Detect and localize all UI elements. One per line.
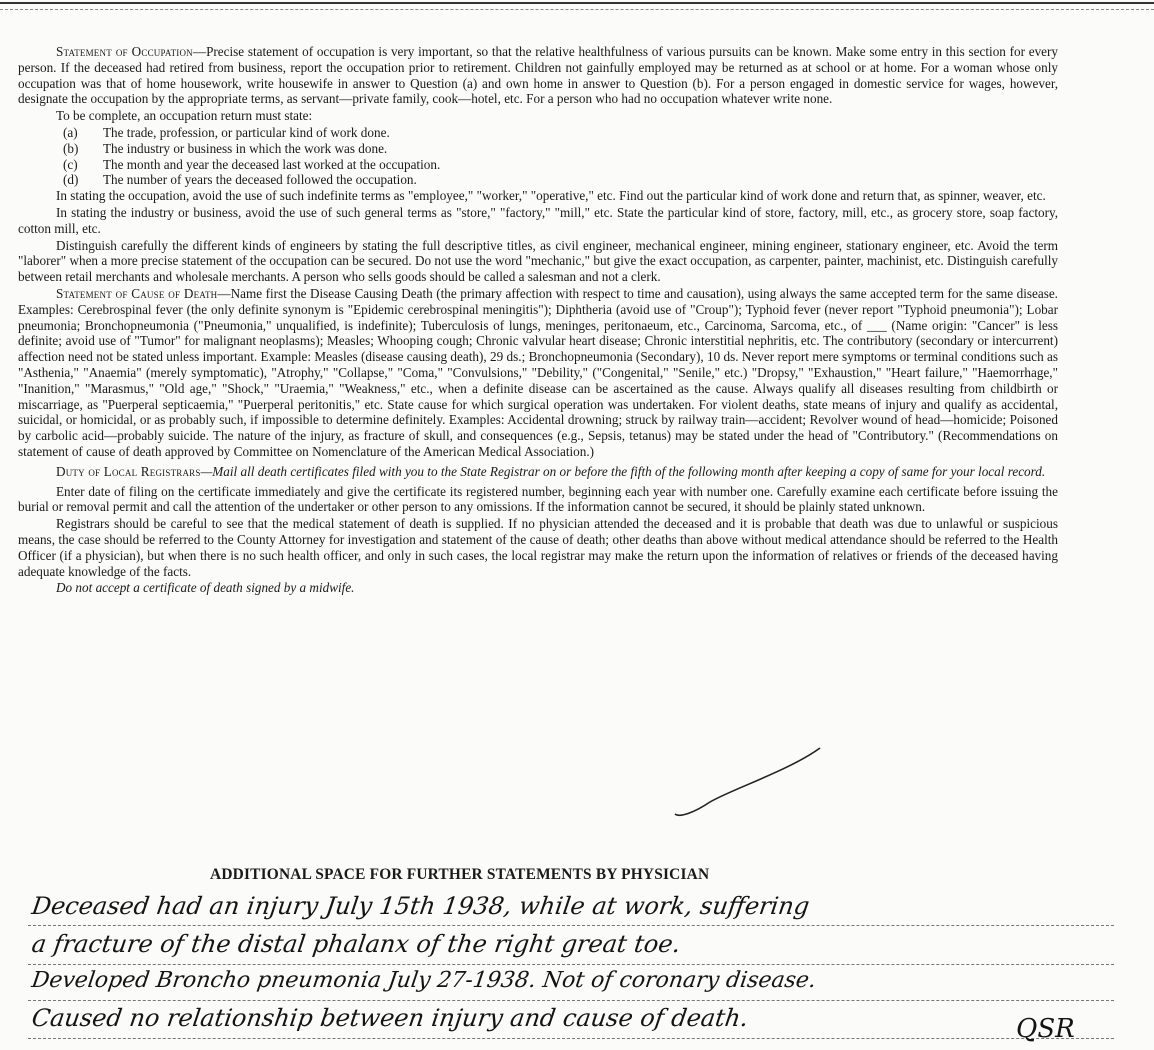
- cause-text: —Name first the Disease Causing Death (the primary affection with respect to time and causation), using always the same accepted term for the same disease. Examples: Cerebrospinal fever (the only definite synonym is "Epidemic cerebrospinal meningitis"); Diphtheria (avoid use of "Croup"); Typhoid fever (never report "Typhoid pneumonia"); Lobar pneumonia; Bronchopneumonia ("Pneumonia," unqualified, is indefinite); Tuberculosis of lungs, meninges, peritonaeum, etc., Carcinoma, Sarcoma, etc., of ___ (Name origin: "Cancer" is less definite; avoid use of "Tumor" for malignant neoplasms); Measles; Whooping cough; Chronic valvular heart disease; Chronic interstitial nephritis, etc. The contributory (secondary or intercurrent) affection need not be stated unless important. Example: Measles (disease causing death), 29 ds.; Bronchopneumonia (Secondary), 10 ds. Never report mere symptoms or terminal conditions such as "Asthenia," "Anaemia" (merely symptomatic), "Atrophy," "Collapse," "Coma," "Convulsions," "Debility," ("Congenital," "Senile," etc.) "Dropsy," "Exhaustion," "Heart failure," "Haemorrhage," "Inanition," "Marasmus," "Old age," "Shock," "Uraemia," "Weakness," etc., when a definite disease can be ascertained as the cause. Always qualify all diseases resulting from childbirth or miscarriage, as "Puerperal septicaemia," "Puerperal peritonitis," etc. State cause for which surgical operation was undertaken. For violent deaths, state means of injury and qualify as accidental, suicidal, or homicidal, or as probably such, if impossible to determine definitely. Examples: Accidental drowning; struck by railway train—accident; Revolver wound of head—homicide; Poisoned by carbolic acid—probably suicide. The nature of the injury, as fracture of skull, and consequences (e.g., Sepsis, tetanus) may be stated under the head of "Contributory." (Recommendations on statement of cause of death approved by Committee on Nomenclature of the American Medical Association.): [18, 285, 1058, 459]
- ruled-line: [28, 1000, 1114, 1001]
- physician-notes-area: [0, 888, 1154, 1050]
- registrars-heading: Duty of Local Registrars: [56, 463, 201, 479]
- filing-paragraph: Enter date of filing on the certificate immediately and give the certificate its registered number, beginning each year with number one. Carefully examine each certificate before issuing the burial or removal permit and call the attention of the undertaker or other person to any omissions. If the information cannot be secured, it should be plainly stated unknown.: [18, 483, 1058, 515]
- registrars-text: —Mail all death certificates filed with you to the State Registrar on or before the fifth of the following month after keeping a copy of same for your local record.: [200, 463, 1046, 479]
- top-dashed-line: [0, 9, 1154, 10]
- handwritten-line: a fracture of the distal phalanx of the right great toe.: [30, 930, 683, 958]
- additional-space-heading: ADDITIONAL SPACE FOR FURTHER STATEMENTS BY PHYSICIAN: [210, 866, 710, 883]
- registrars-paragraph: [18, 464, 1058, 480]
- handwritten-line: Deceased had an injury July 15th 1938, while at work, suffering: [30, 892, 812, 920]
- occupation-text: —Precise statement of occupation is very important, so that the relative healthfulness of various pursuits can be known. Make some entry in this section for every person. If the deceased had retired from business, report the occupation prior to retirement. Children not gainfully employed may be returned as at school or at home. For a woman whose only occupation was that of home housework, write housewife in answer to Question (a) and own home in answer to Question (b). For a person engaged in domestic service for wages, however, designate the occupation by the appropriate terms, as servant—private family, cook—hotel, etc. For a person who had no occupation whatever write none.: [18, 44, 1058, 107]
- careful-paragraph: Registrars should be careful to see that the medical statement of death is supplied. If no physician attended the deceased and it is probable that death was due to unlawful or suspicious means, the case should be referred to the County Attorney for investigation and statement of the cause of death; other deaths than above without medical attendance should be referred to the Health Officer (if a physician), but when there is no such health officer, and only in such cases, the local registrar may make the return upon the information of relatives or friends of the deceased having adequate knowledge of the facts.: [18, 516, 1058, 579]
- ruled-line: [28, 964, 1114, 965]
- requirements-intro: To be complete, an occupation return must state:: [56, 108, 313, 124]
- terms-paragraph: In stating the occupation, avoid the use of such indefinite terms as "employee," "worker," "operative," etc. Find out the particular kind of work done and return that, as spinner, weaver, etc.: [56, 188, 1046, 204]
- midwife-paragraph: Do not accept a certificate of death signed by a midwife.: [56, 580, 355, 596]
- engineers-paragraph: Distinguish carefully the different kinds of engineers by stating the full descriptive titles, as civil engineer, mechanical engineer, mining engineer, stationary engineer, etc. Avoid the term "laborer" when a more precise statement of the occupation can be secured. Do not use the word "mechanic," but give the exact occupation, as carpenter, painter, machinist, etc. Distinguish carefully between retail merchants and wholesale merchants. A person who sells goods should be called a salesman and not a clerk.: [18, 237, 1058, 285]
- requirement-item: (a) The trade, profession, or particular kind of work done.: [63, 124, 390, 140]
- pen-stroke-mark: [670, 740, 840, 820]
- occupation-paragraph: [18, 44, 1058, 107]
- occupation-heading: Statement of Occupation: [56, 44, 193, 59]
- handwritten-line: Developed Broncho pneumonia July 27-1938. Not of coronary disease.: [30, 968, 818, 993]
- ruled-line: [28, 1038, 1114, 1039]
- cause-heading: Statement of Cause of Death: [56, 285, 218, 301]
- handwritten-line: Caused no relationship between injury and cause of death.: [30, 1004, 751, 1032]
- requirements-list: [56, 125, 1058, 188]
- requirement-item: (c) The month and year the deceased last worked at the occupation.: [63, 156, 441, 172]
- requirement-item: (d) The number of years the deceased followed the occupation.: [63, 172, 417, 188]
- top-border-line: [0, 2, 1154, 4]
- physician-initials: QSR: [1016, 1014, 1075, 1044]
- ruled-line: [28, 925, 1114, 926]
- industry-paragraph: In stating the industry or business, avoid the use of such general terms as "store," "factory," "mill," etc. State the particular kind of store, factory, mill, etc., as grocery store, soap factory, cotton mill, etc.: [18, 204, 1058, 236]
- instructions-text: [18, 44, 1058, 597]
- requirement-item: (b) The industry or business in which the work was done.: [63, 140, 388, 156]
- cause-of-death-paragraph: [18, 286, 1058, 460]
